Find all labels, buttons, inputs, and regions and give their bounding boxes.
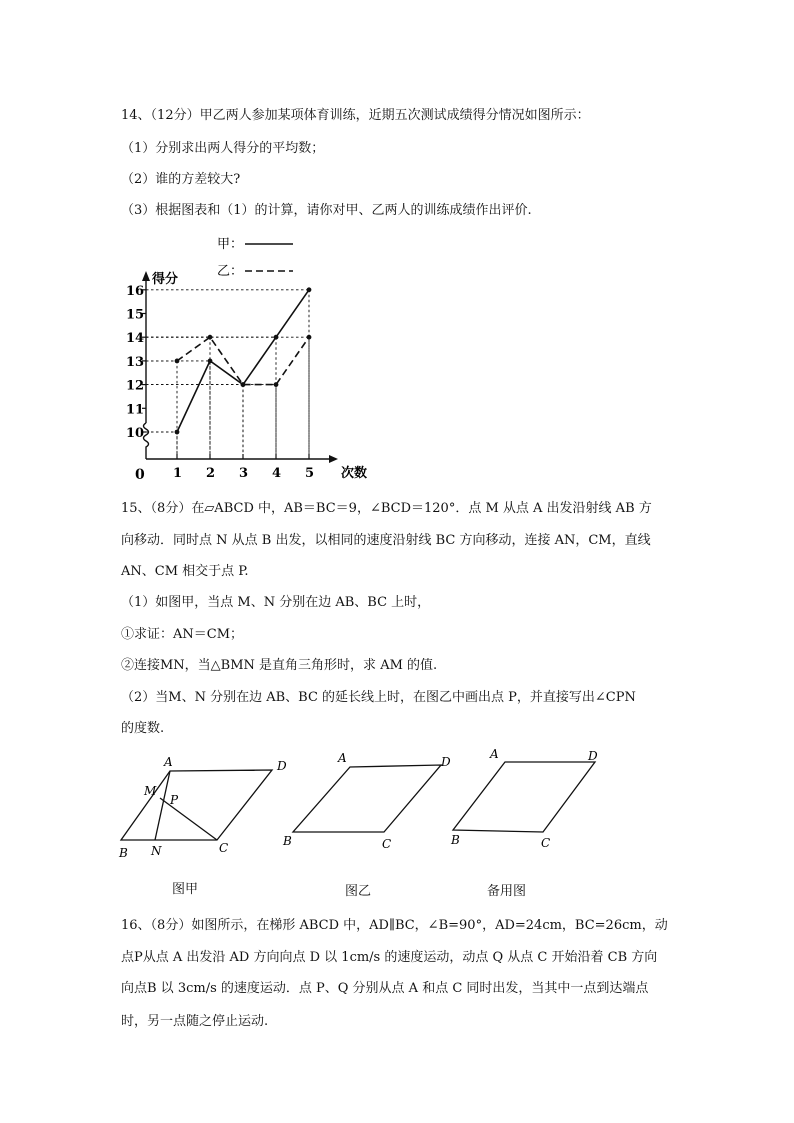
figure-bei [445, 742, 635, 857]
y-axis-label: 得分 [152, 272, 179, 287]
q15-part1b: ②连接MN，当△BMN 是直角三角形时，求 AM 的值. [121, 658, 438, 673]
q16-stem-line2: 点P从点 A 出发沿 AD 方向向点 D 以 1cm/s 的速度运动，动点 Q 从点 C 开始沿着 CB 方向 [121, 950, 658, 965]
q14-part2: （2）谁的方差较大? [121, 172, 241, 187]
data-point-yi [175, 359, 180, 364]
caption-bei: 备用图 [487, 884, 527, 899]
figure-jia [110, 750, 300, 865]
segment-cm [160, 798, 217, 840]
label-m-jia: M [144, 784, 157, 798]
caption-yi: 图乙 [345, 884, 372, 899]
origin-label: 0 [135, 467, 145, 483]
label-d-yi: D [441, 755, 451, 769]
data-point-jia [307, 287, 312, 292]
label-b-yi: B [283, 834, 292, 848]
y-tick-label: 10 [126, 426, 145, 441]
data-point-yi [307, 335, 312, 340]
x-tick-label: 1 [173, 466, 183, 481]
figure-yi [275, 745, 465, 860]
label-c-jia: C [219, 841, 229, 855]
label-b-jia: B [119, 846, 128, 860]
y-tick-label: 11 [126, 402, 145, 418]
y-tick-label: 12 [126, 378, 145, 394]
score-line-chart [120, 225, 390, 485]
label-n-jia: N [151, 844, 162, 858]
y-axis-break [144, 423, 149, 459]
data-point-jia [208, 359, 213, 364]
label-c-yi: C [382, 837, 392, 851]
label-d-bei: D [588, 749, 598, 763]
q15-part1a: ①求证：AN＝CM； [121, 627, 244, 642]
q15-part2-line1: （2）当M、N 分别在边 AB、BC 的延长线上时，在图乙中画出点 P，并直接写出∠CPN [121, 690, 636, 705]
parallelogram-abcd-jia [121, 770, 272, 840]
y-tick-label: 15 [126, 307, 145, 323]
caption-jia: 图甲 [172, 882, 199, 897]
label-a-jia: A [164, 755, 173, 769]
q15-stem-line1: 15、（8分）在▱ABCD 中，AB＝BC＝9，∠BCD＝120°．点 M 从点 A 出发沿射线 AB 方 [121, 501, 652, 516]
label-c-bei: C [541, 836, 551, 850]
q14-stem: 14、（12分）甲乙两人参加某项体育训练，近期五次测试成绩得分情况如图所示： [121, 108, 590, 123]
y-tick-label: 14 [126, 331, 145, 347]
data-point-yi [208, 335, 213, 340]
x-tick-label: 2 [206, 466, 216, 481]
parallelogram-abcd-yi [293, 765, 441, 832]
q15-part1: （1）如图甲，当点 M、N 分别在边 AB、BC 上时， [121, 595, 431, 610]
label-d-jia: D [277, 759, 287, 773]
data-point-yi [274, 382, 279, 387]
x-axis-label: 次数 [341, 466, 368, 481]
x-tick-label: 4 [272, 466, 282, 481]
y-axis-arrow [142, 271, 150, 281]
label-a-bei: A [490, 747, 499, 761]
q15-part2-line2: 的度数. [121, 721, 165, 736]
x-tick-label: 3 [239, 466, 249, 481]
data-point-jia [274, 335, 279, 340]
x-axis-arrow [329, 455, 338, 463]
q14-part3: （3）根据图表和（1）的计算，请你对甲、乙两人的训练成绩作出评价. [121, 203, 532, 218]
y-tick-label: 13 [126, 354, 145, 370]
label-p-jia: P [170, 793, 179, 807]
y-tick-label: 16 [126, 283, 145, 299]
legend-yi-label: 乙： [217, 264, 244, 279]
x-tick-label: 5 [305, 466, 315, 481]
legend-jia-label: 甲： [217, 237, 244, 252]
data-point-yi [241, 382, 246, 387]
label-b-bei: B [451, 833, 460, 847]
label-a-yi: A [338, 751, 347, 765]
q16-stem-line4: 时，另一点随之停止运动. [121, 1014, 269, 1029]
q15-stem-line3: AN、CM 相交于点 P. [121, 564, 249, 579]
data-point-jia [175, 430, 180, 435]
parallelogram-abcd-bei [453, 762, 595, 832]
q16-stem-line1: 16、（8分）如图所示，在梯形 ABCD 中，AD∥BC，∠B=90°，AD=24cm，BC=26cm，动 [121, 918, 668, 933]
q16-stem-line3: 向点B 以 3cm/s 的速度运动．点 P、Q 分别从点 A 和点 C 同时出发，当其中一点到达端点 [121, 981, 649, 996]
q15-stem-line2: 向移动．同时点 N 从点 B 出发，以相同的速度沿射线 BC 方向移动，连接 AN，CM，直线 [121, 533, 651, 548]
q14-part1: （1）分别求出两人得分的平均数； [121, 141, 325, 156]
